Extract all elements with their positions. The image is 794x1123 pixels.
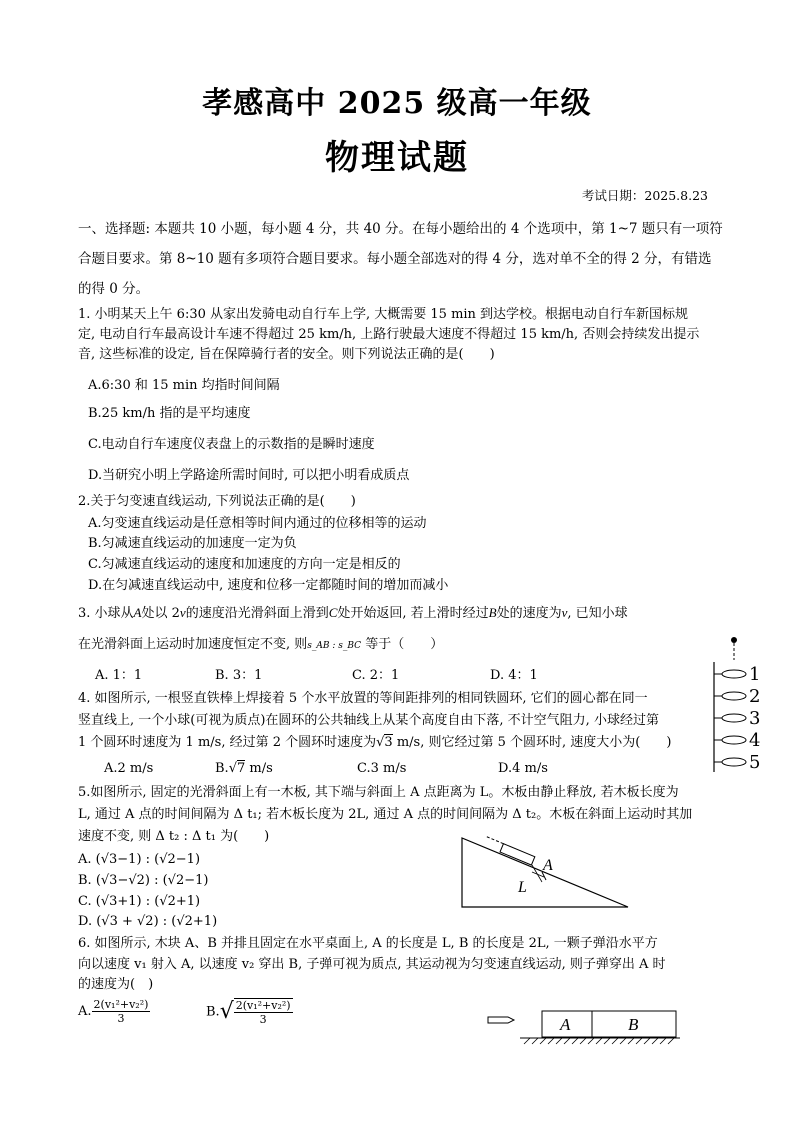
- q5-stem-line1: 5.如图所示, 固定的光滑斜面上有一木板, 其下端与斜面上 A 点距离为 L。木板由静止释放, 若木板长度为: [78, 785, 679, 800]
- ring-4: [714, 730, 760, 751]
- q2-option-c: C.匀减速直线运动的速度和加速度的方向一定是相反的: [88, 557, 401, 572]
- ball-icon: [731, 637, 737, 643]
- length-l-label: L: [518, 879, 527, 896]
- page-subtitle: 物理试题: [325, 138, 469, 178]
- q4-stem-line2: 竖直线上, 一个小球(可视为质点)在圆环的公共轴线上从某个高度自由下落, 不计空气阻力, 小球经过第: [78, 713, 659, 728]
- q4-stem-line3: 1 个圆环时速度为 1 m/s, 经过第 2 个圆环时速度为√3 m/s, 则它经过第 5 个圆环时, 速度大小为( ): [78, 735, 672, 750]
- q3-option-a: A. 1：1: [95, 668, 143, 683]
- ring-3: [714, 708, 760, 729]
- q5-option-c: C. (√3+1) : (√2+1): [78, 894, 201, 909]
- rings-rod-figure: [705, 634, 773, 776]
- incline-figure: [458, 828, 633, 910]
- q6-stem-line3: 的速度为( ): [78, 977, 154, 992]
- table-hatch: [524, 1038, 674, 1044]
- board-bottom-mark: [532, 865, 542, 882]
- q5-stem-line2: L, 通过 A 点的时间间隔为 Δ t₁; 若木板长度为 2L, 通过 A 点的时间间隔为 Δ t₂。木板在斜面上运动时其加: [78, 807, 693, 822]
- section-instruction-line3: 的得 0 分。: [78, 281, 150, 297]
- ring-2: [714, 686, 760, 707]
- ring-5: [714, 752, 760, 773]
- q1-option-b: B.25 km/h 指的是平均速度: [88, 406, 251, 421]
- q2-option-b: B.匀减速直线运动的加速度一定为负: [88, 536, 297, 551]
- q1-stem-line3: 音, 这些标准的设定, 旨在保障骑行者的安全。则下列说法正确的是( ): [78, 347, 495, 362]
- q1-option-d: D.当研究小明上学路途所需时间时, 可以把小明看成质点: [88, 468, 410, 483]
- ring-label-1: 1: [749, 664, 761, 685]
- section-instruction-line2: 合题目要求。第 8~10 题有多项符合题目要求。每小题全部选对的得 4 分，选对单不全的得 2 分，有错选: [78, 251, 712, 267]
- q4-option-c: C.3 m/s: [357, 761, 407, 776]
- exam-date: 考试日期：2025.8.23: [581, 188, 708, 203]
- q2-option-a: A.匀变速直线运动是任意相等时间内通过的位移相等的运动: [88, 516, 427, 531]
- q1-stem-line1: 1. 小明某天上午 6:30 从家出发骑电动自行车上学, 大概需要 15 min 到达学校。根据电动自行车新国标规: [78, 307, 689, 322]
- q5-option-d: D. (√3 + √2) : (√2+1): [78, 914, 218, 929]
- q1-option-c: C.电动自行车速度仪表盘上的示数指的是瞬时速度: [88, 437, 375, 452]
- q5-option-a: A. (√3−1) : (√2−1): [78, 852, 201, 867]
- q3-option-b: B. 3：1: [215, 668, 263, 683]
- q3-option-d: D. 4：1: [490, 668, 538, 683]
- q3-option-c: C. 2：1: [352, 668, 400, 683]
- q1-option-a: A.6:30 和 15 min 均指时间间隔: [88, 378, 280, 393]
- section-instruction-line1: 一、选择题: 本题共 10 小题，每小题 4 分，共 40 分。在每小题给出的 4 个选项中，第 1~7 题只有一项符: [78, 221, 723, 237]
- page-title: 孝感高中 2025 级高一年级: [202, 86, 592, 121]
- q4-option-b: B.√7 m/s: [215, 761, 273, 776]
- q6-option-a: A. $\frac{\text{2(v₁²+v₂²)}}{3}$: [78, 998, 149, 1025]
- ring-label-3: 3: [749, 708, 761, 729]
- q5-stem-line3: 速度不变, 则 Δ t₂ : Δ t₁ 为( ): [78, 829, 270, 844]
- q1-stem-line2: 定, 电动自行车最高设计车速不得超过 25 km/h, 上路行驶最大速度不得超过 15 km/h, 否则会持续发出提示: [78, 327, 700, 342]
- ring-1: [714, 664, 760, 685]
- block-a-label: A: [560, 1015, 571, 1034]
- wooden-board: [483, 837, 534, 865]
- q4-option-a: A.2 m/s: [104, 761, 154, 776]
- bullet-blocks-figure: [484, 1008, 684, 1046]
- q3-stem-line1: 3. 小球从A处以 2v的速度沿光滑斜面上滑到C处开始返回, 若上滑时经过B处的速度为v, 已知小球: [78, 605, 628, 621]
- q6-stem-line1: 6. 如图所示, 木块 A、B 并排且固定在水平桌面上, A 的长度是 L, B 的长度是 2L, 一颗子弹沿水平方: [78, 936, 658, 951]
- ring-label-2: 2: [749, 686, 761, 707]
- block-b-label: B: [628, 1015, 639, 1034]
- q6-option-b: B.√ $\frac{\text{2(v₁²+v₂²)}}{3}$: [206, 999, 291, 1026]
- q2-option-d: D.在匀减速直线运动中, 速度和位移一定都随时间的增加而减小: [88, 578, 449, 593]
- q4-stem-line1: 4. 如图所示, 一根竖直铁棒上焊接着 5 个水平放置的等间距排列的相同铁圆环, 它们的圆心都在同一: [78, 691, 648, 706]
- q6-stem-line2: 向以速度 v₁ 射入 A, 以速度 v₂ 穿出 B, 子弹可视为质点, 其运动视为匀变速直线运动, 则子弹穿出 A 时: [78, 957, 666, 972]
- q5-option-b: B. (√3−√2) : (√2−1): [78, 873, 209, 888]
- q3-stem-line2: 在光滑斜面上运动时加速度恒定不变, 则s_AB : s_BC 等于（ ）: [78, 637, 444, 652]
- q4-option-d: D.4 m/s: [498, 761, 548, 776]
- point-a-label: A: [543, 857, 553, 874]
- ring-label-5: 5: [749, 752, 761, 773]
- ring-label-4: 4: [749, 730, 761, 751]
- q2-stem: 2.关于匀变速直线运动, 下列说法正确的是( ): [78, 494, 356, 509]
- bullet-icon: [488, 1017, 514, 1023]
